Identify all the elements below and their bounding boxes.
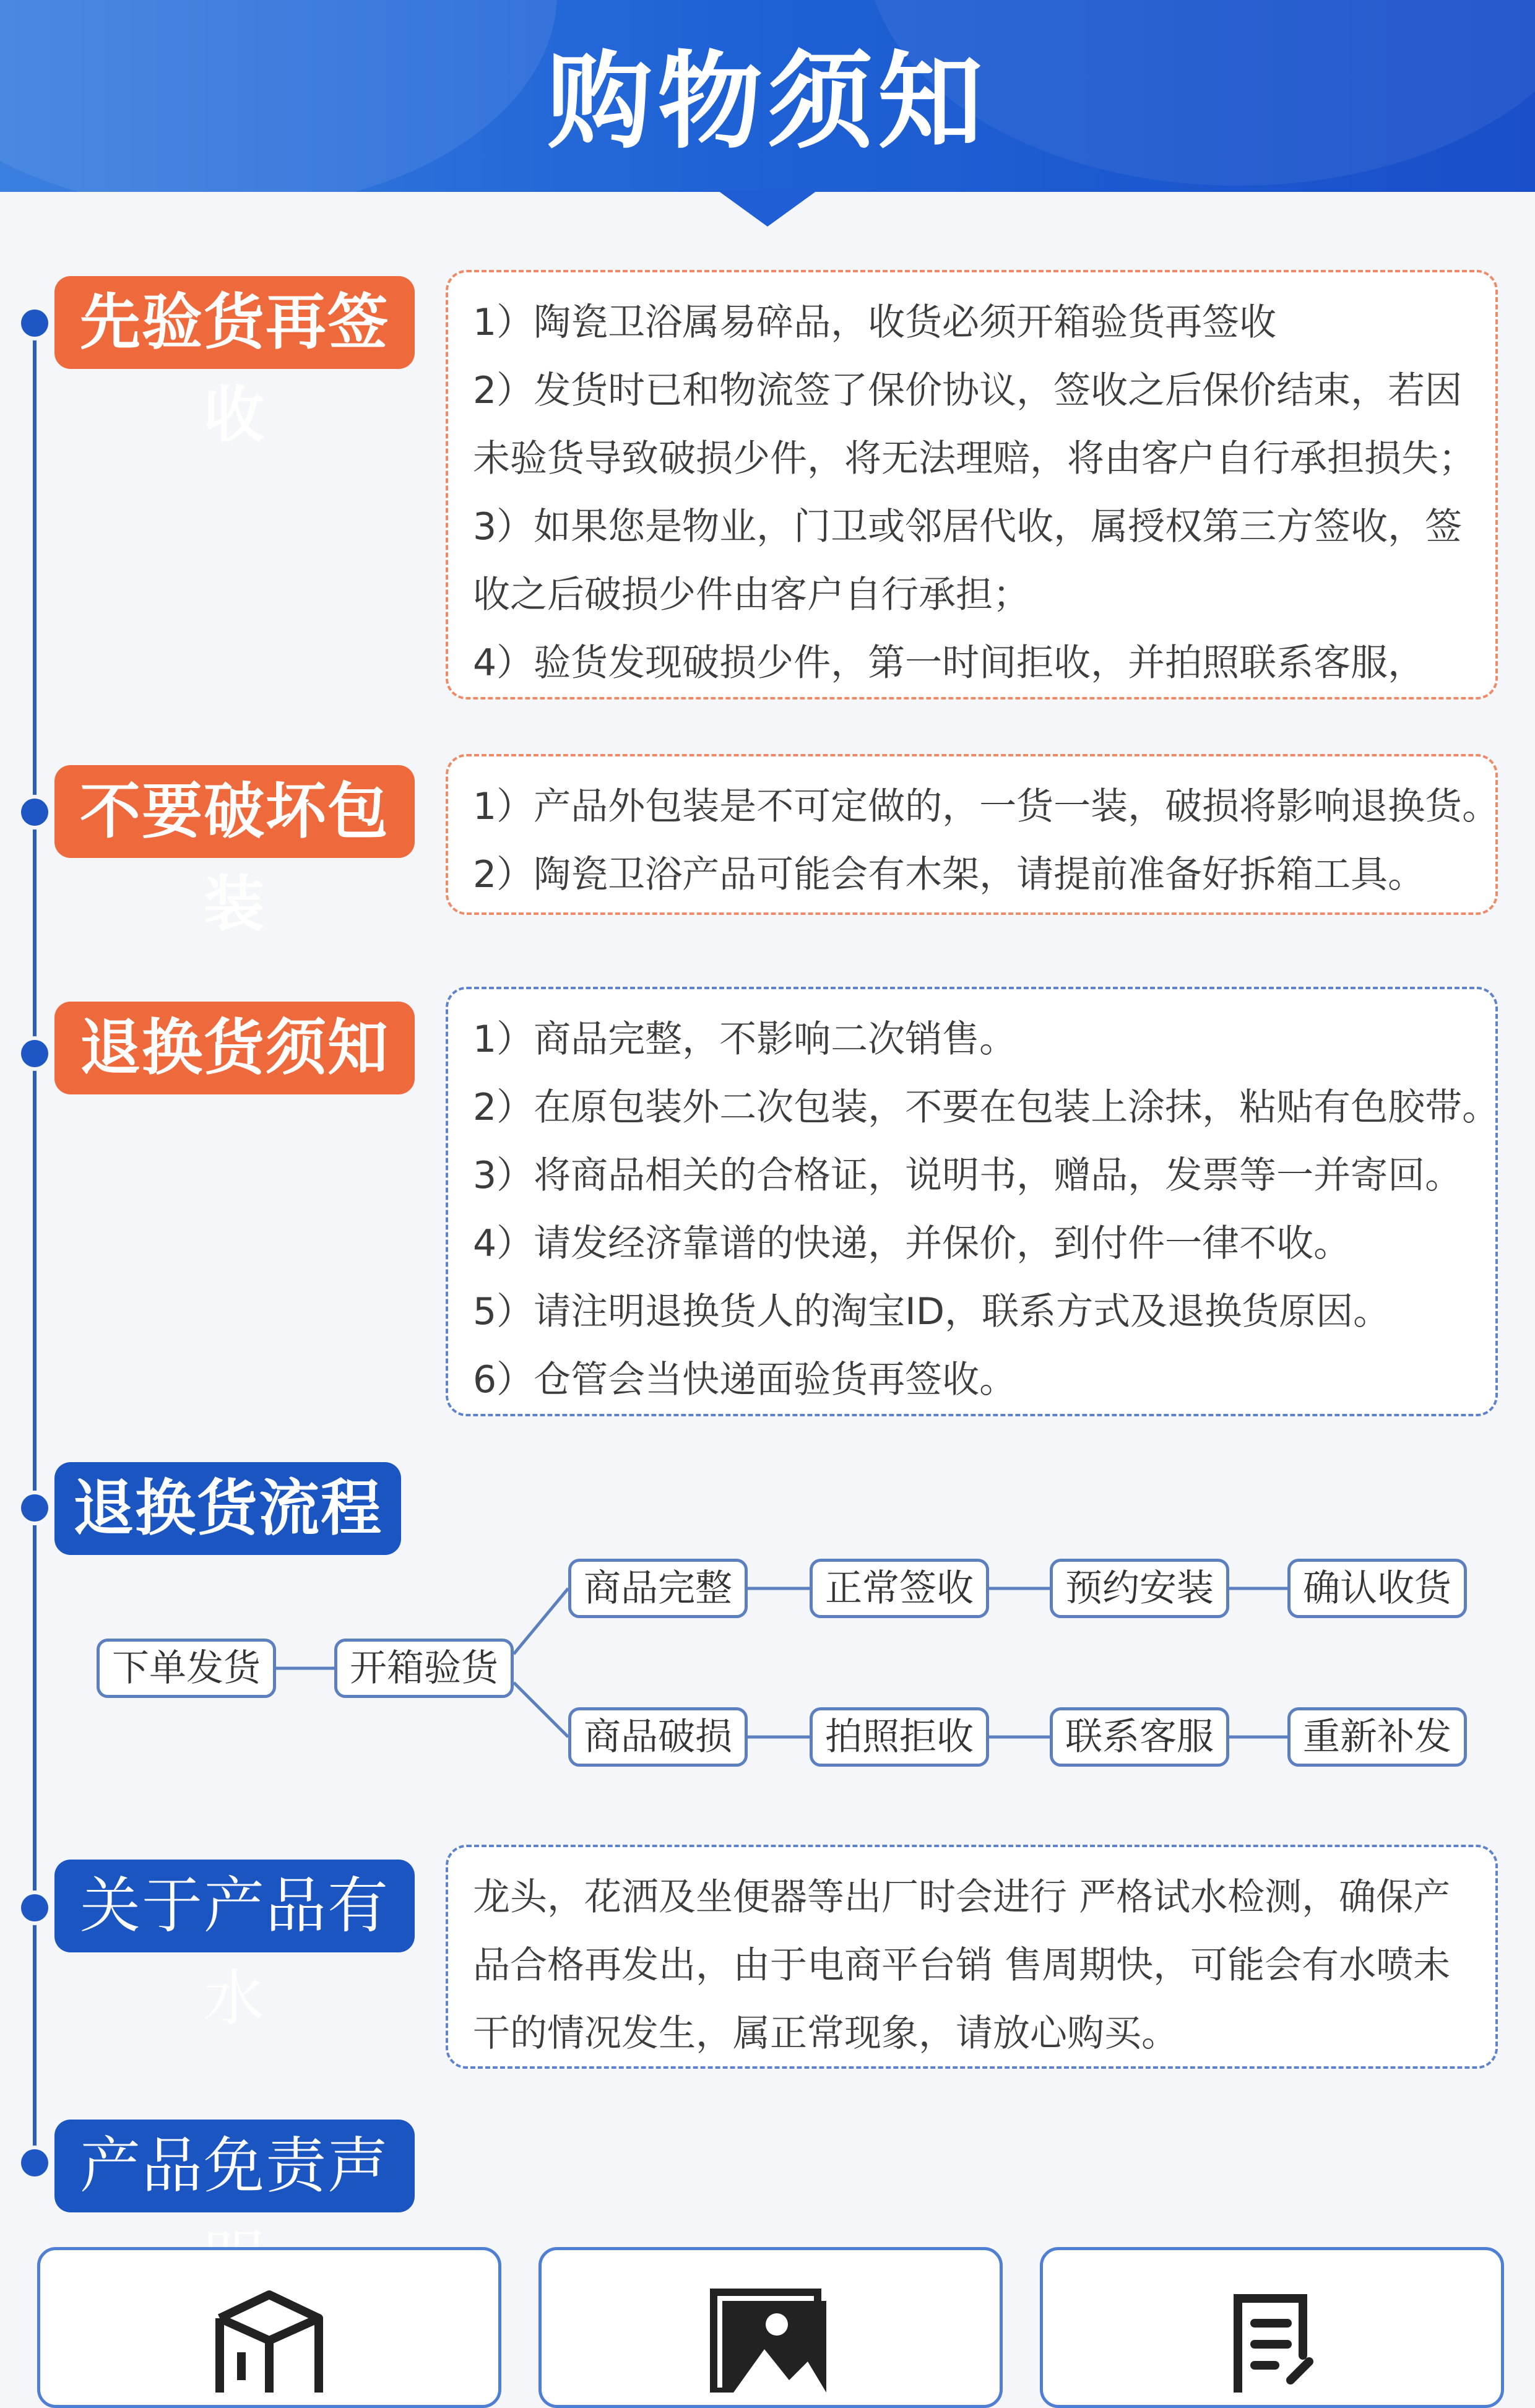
returns-line: 4）请发经济靠谱的快递，并保价，到付件一律不收。: [473, 1222, 1351, 1265]
returns-line: 1）商品完整，不影响二次销售。: [473, 1018, 1017, 1061]
returns-line: 5）请注明退换货人的淘宝ID，联系方式及退换货原因。: [473, 1290, 1391, 1333]
section-label-water: 关于产品有水: [54, 1860, 415, 1952]
flow-step-lower: 拍照拒收: [810, 1707, 989, 1767]
water-line: 品合格再发出，由于电商平台销 售周期快，可能会有水喷未: [473, 1944, 1451, 1987]
packaging-line: 1）产品外包装是不可定做的，一货一装，破损将影响退换货。: [473, 785, 1500, 828]
inspect-line: 3）如果您是物业，门卫或邻居代收，属授权第三方签收，签: [473, 505, 1463, 548]
disclaimer-card-document: [1040, 2247, 1504, 2408]
flow-step-upper: 正常签收: [810, 1559, 989, 1618]
flow-step-upper: 确认收货: [1287, 1559, 1467, 1618]
inspect-line: 4）验货发现破损少件，第一时间拒收，并拍照联系客服，: [473, 641, 1425, 685]
page-title: 购物须知: [547, 41, 988, 163]
section-label-flow: 退换货流程: [54, 1462, 401, 1555]
returns-line: 2）在原包装外二次包装，不要在包装上涂抹，粘贴有色胶带。: [473, 1086, 1500, 1129]
flow-step-lower: 商品破损: [568, 1707, 748, 1767]
disclaimer-card-image: [538, 2247, 1003, 2408]
flow-step-lower: 重新补发: [1287, 1707, 1467, 1767]
flow-step-unbox-inspect: 开箱验货: [334, 1639, 514, 1698]
packaging-line: 2）陶瓷卫浴产品可能会有木架，请提前准备好拆箱工具。: [473, 853, 1425, 896]
section-label-disclaimer: 产品免责声: [54, 2120, 415, 2212]
flow-step-order-ship: 下单发货: [97, 1639, 276, 1698]
section-label-returns: 退换货须知: [54, 1002, 415, 1094]
flow-step-upper: 商品完整: [568, 1559, 748, 1618]
inspect-line: 收之后破损少件由客户自行承担；: [473, 573, 1030, 617]
water-notice-box: [446, 1845, 1498, 2069]
section-label-inspect: 先验货再签收: [54, 276, 415, 369]
inspect-line: 2）发货时已和物流签了保价协议，签收之后保价结束，若因: [473, 369, 1463, 412]
inspect-line: 未验货导致破损少件，将无法理赔，将由客户自行承担损失；: [473, 437, 1476, 480]
returns-line: 6）仓管会当快递面验货再签收。: [473, 1358, 1017, 1401]
disclaimer-card-package: [37, 2247, 501, 2408]
water-line: 干的情况发生，属正常现象，请放心购买。: [473, 2012, 1178, 2055]
flow-step-lower: 联系客服: [1050, 1707, 1229, 1767]
section-label-packaging: 不要破坏包装: [54, 765, 415, 858]
returns-line: 3）将商品相关的合格证，说明书，赠品，发票等一并寄回。: [473, 1154, 1463, 1197]
inspect-line: 1）陶瓷卫浴属易碎品，收货必须开箱验货再签收: [473, 301, 1277, 344]
water-line: 龙头，花洒及坐便器等出厂时会进行 严格试水检测，确保产: [473, 1876, 1451, 1919]
flow-step-upper: 预约安装: [1050, 1559, 1229, 1618]
